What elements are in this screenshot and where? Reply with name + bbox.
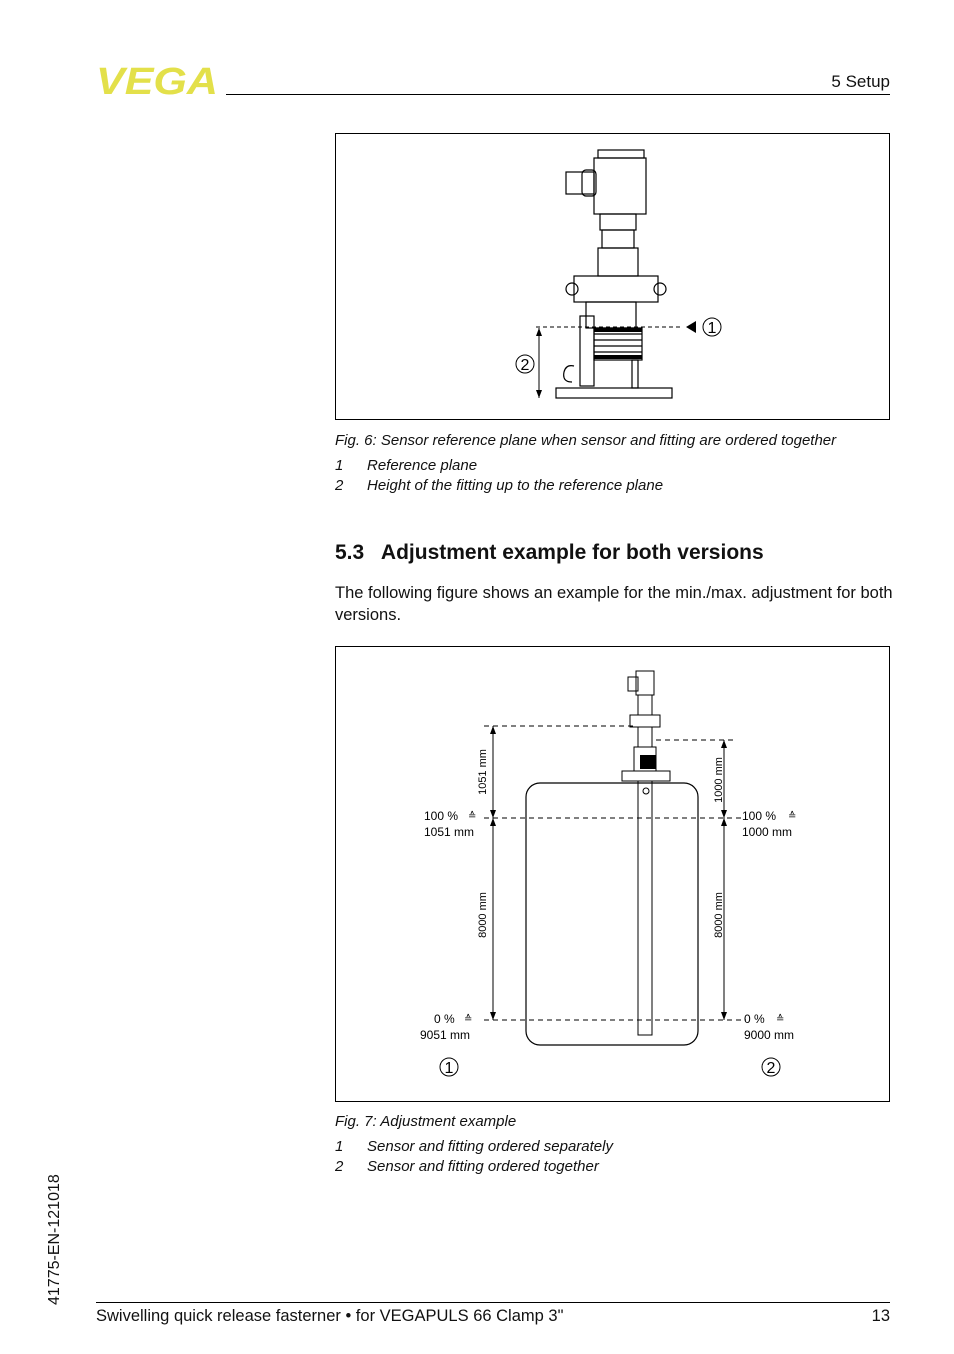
legend-text: Sensor and fitting ordered separately xyxy=(367,1138,613,1155)
right-min-pct: 0 % xyxy=(744,1012,765,1026)
legend-number: 2 xyxy=(335,477,344,494)
legend-text: Reference plane xyxy=(367,457,478,474)
sensor-drawing xyxy=(336,134,889,419)
left-min-pct: 0 % xyxy=(434,1012,455,1026)
section-title: 5.3 Adjustment example for both versions xyxy=(335,541,764,564)
legend-number: 1 xyxy=(335,1138,344,1155)
callout-2: 2 xyxy=(520,357,530,374)
footer-text: Swivelling quick release fasterner • for VEGAPULS 66 Clamp 3" xyxy=(96,1307,564,1325)
figure-7-caption: Fig. 7: Adjustment example xyxy=(335,1113,517,1130)
figure-6 xyxy=(335,133,890,420)
left-dim-top: 1051 mm xyxy=(477,749,489,795)
vega-logo xyxy=(96,63,220,97)
document-number: 41775-EN-121018 xyxy=(46,1174,63,1305)
callout-2: 2 xyxy=(766,1060,776,1077)
logo-text: VEGA xyxy=(96,63,218,97)
left-dim-span: 8000 mm xyxy=(477,892,489,938)
legend-number: 1 xyxy=(335,457,344,474)
left-max-val: 1051 mm xyxy=(424,825,475,839)
page-number: 13 xyxy=(871,1307,890,1325)
left-min-val: 9051 mm xyxy=(420,1028,471,1042)
section-body: The following figure shows an example for the min./max. adjustment for both versions. xyxy=(335,584,893,624)
right-dim-top: 1000 mm xyxy=(713,757,725,803)
legend-text: Sensor and fitting ordered together xyxy=(367,1158,599,1175)
adjustment-drawing xyxy=(336,647,889,1101)
callout-1: 1 xyxy=(707,320,717,337)
right-max-val: 1000 mm xyxy=(742,825,793,839)
left-max-pct: 100 % xyxy=(424,809,459,823)
footer-rule xyxy=(96,1302,890,1303)
legend-number: 2 xyxy=(335,1158,344,1175)
figure-6-caption: Fig. 6: Sensor reference plane when sensor and fitting are ordered together xyxy=(335,432,837,449)
figure-7 xyxy=(335,646,890,1102)
callout-1: 1 xyxy=(444,1060,454,1077)
equiv-symbol: ≙ xyxy=(464,1014,473,1025)
header-section: 5 Setup xyxy=(831,72,890,91)
right-max-pct: 100 % xyxy=(742,809,777,823)
equiv-symbol: ≙ xyxy=(776,1014,785,1025)
right-min-val: 9000 mm xyxy=(744,1028,795,1042)
legend-text: Height of the fitting up to the reference plane xyxy=(367,477,664,494)
right-dim-span: 8000 mm xyxy=(713,892,725,938)
equiv-symbol: ≙ xyxy=(788,811,797,822)
header-rule xyxy=(226,94,890,95)
equiv-symbol: ≙ xyxy=(468,811,477,822)
